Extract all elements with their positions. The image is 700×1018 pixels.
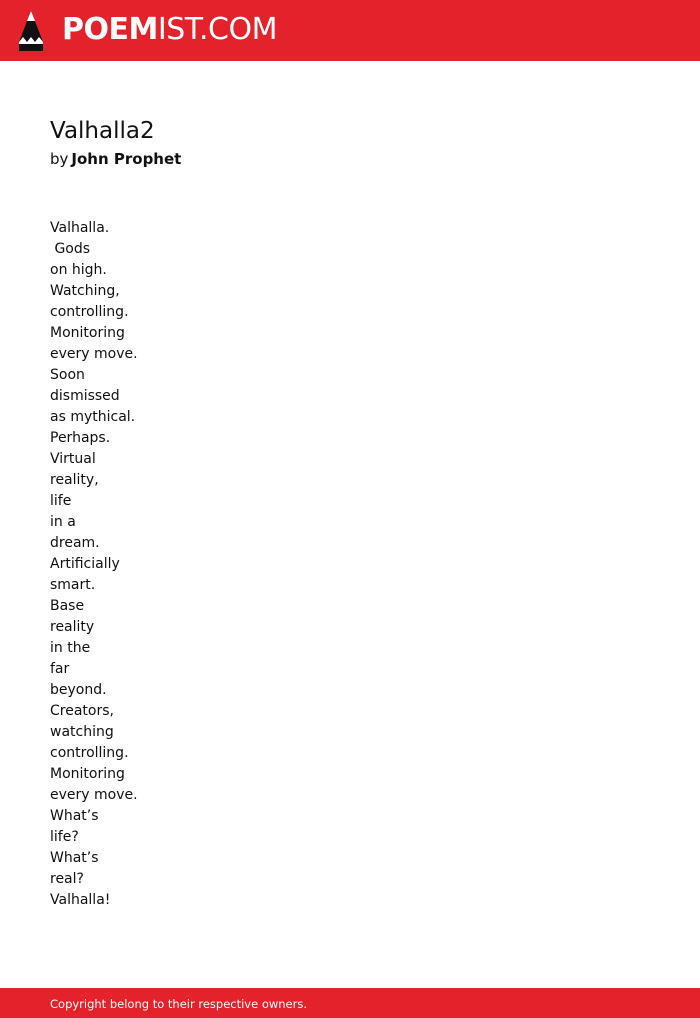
- poem-line: every move.: [50, 346, 138, 362]
- poem-line: as mythical.: [50, 409, 136, 425]
- poem-line: Artificially: [50, 556, 120, 572]
- poem-line: What’s: [50, 808, 99, 824]
- poem-line: Creators,: [50, 703, 114, 719]
- poem-line: Gods: [50, 241, 91, 257]
- poem-line: reality,: [50, 472, 99, 488]
- poem-line: controlling.: [50, 304, 129, 320]
- poem-line: controlling.: [50, 745, 129, 761]
- poem-line: Base: [50, 598, 85, 614]
- poem-line: life?: [50, 829, 79, 845]
- poem-line: Valhalla!: [50, 892, 111, 908]
- poem-author: John Prophet: [71, 150, 182, 168]
- poem-line: dismissed: [50, 388, 120, 404]
- site-header: [0, 0, 700, 61]
- poem-line: watching: [50, 724, 114, 740]
- poem-line: every move.: [50, 787, 138, 803]
- logo-bold-text: POEM: [62, 12, 158, 47]
- poem-line: What’s: [50, 850, 99, 866]
- poem-line: Monitoring: [50, 325, 125, 341]
- site-footer: [0, 988, 700, 1018]
- poem-line: beyond.: [50, 682, 107, 698]
- poem-line: Valhalla.: [50, 220, 110, 236]
- poem-line: in the: [50, 640, 91, 656]
- by-label: by: [50, 150, 69, 168]
- poem-line: in a: [50, 514, 76, 530]
- poem-line: Soon: [50, 367, 85, 383]
- poem-line: Perhaps.: [50, 430, 111, 446]
- poem-line: far: [50, 661, 70, 677]
- poem-byline: [50, 148, 181, 170]
- poem-line: Virtual: [50, 451, 96, 467]
- copyright-text: Copyright belong to their respective owners.: [50, 997, 308, 1011]
- poem-line: life: [50, 493, 72, 509]
- poem-line: real?: [50, 871, 84, 887]
- logo-light-text: IST.COM: [157, 12, 277, 47]
- poem-line: smart.: [50, 577, 96, 593]
- poem-line: dream.: [50, 535, 100, 551]
- poem-title: Valhalla2: [50, 118, 155, 144]
- poem-line: Monitoring: [50, 766, 125, 782]
- poem-line: on high.: [50, 262, 107, 278]
- poem-body: [50, 218, 138, 911]
- poem-line: reality: [50, 619, 95, 635]
- poem-line: Watching,: [50, 283, 120, 299]
- site-logo[interactable]: [62, 12, 277, 48]
- pencil-tip-icon: [18, 10, 44, 52]
